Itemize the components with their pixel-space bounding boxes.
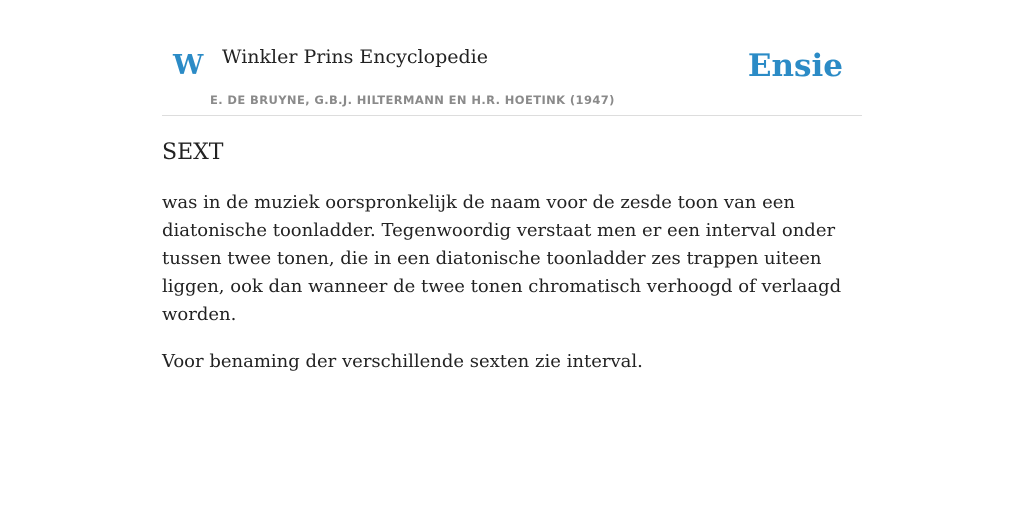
source-header (162, 0, 862, 116)
article (162, 140, 862, 376)
article-paragraph: was in de muziek oorspronkelijk de naam voor de zesde toon van een diatonische toonladder. Tegenwoordig verstaat men er een interval onder tussen twee tonen, die in een diatonische toonladder zes trappen uiteen liggen, ook dan wanneer de twee tonen chromatisch verhoogd of verlaagd worden. (162, 192, 842, 326)
page (162, 0, 862, 376)
article-paragraph: Voor benaming der verschillende sexten zie interval. (162, 351, 643, 373)
source-authors: E. DE BRUYNE, G.B.J. HILTERMANN EN H.R. HOETINK (1947) (210, 93, 615, 107)
source-title[interactable]: Winkler Prins Encyclopedie (222, 46, 488, 68)
article-headword: SEXT (162, 140, 224, 165)
source-logo[interactable]: W (173, 50, 204, 81)
brand-logo[interactable]: Ensie (747, 48, 843, 84)
